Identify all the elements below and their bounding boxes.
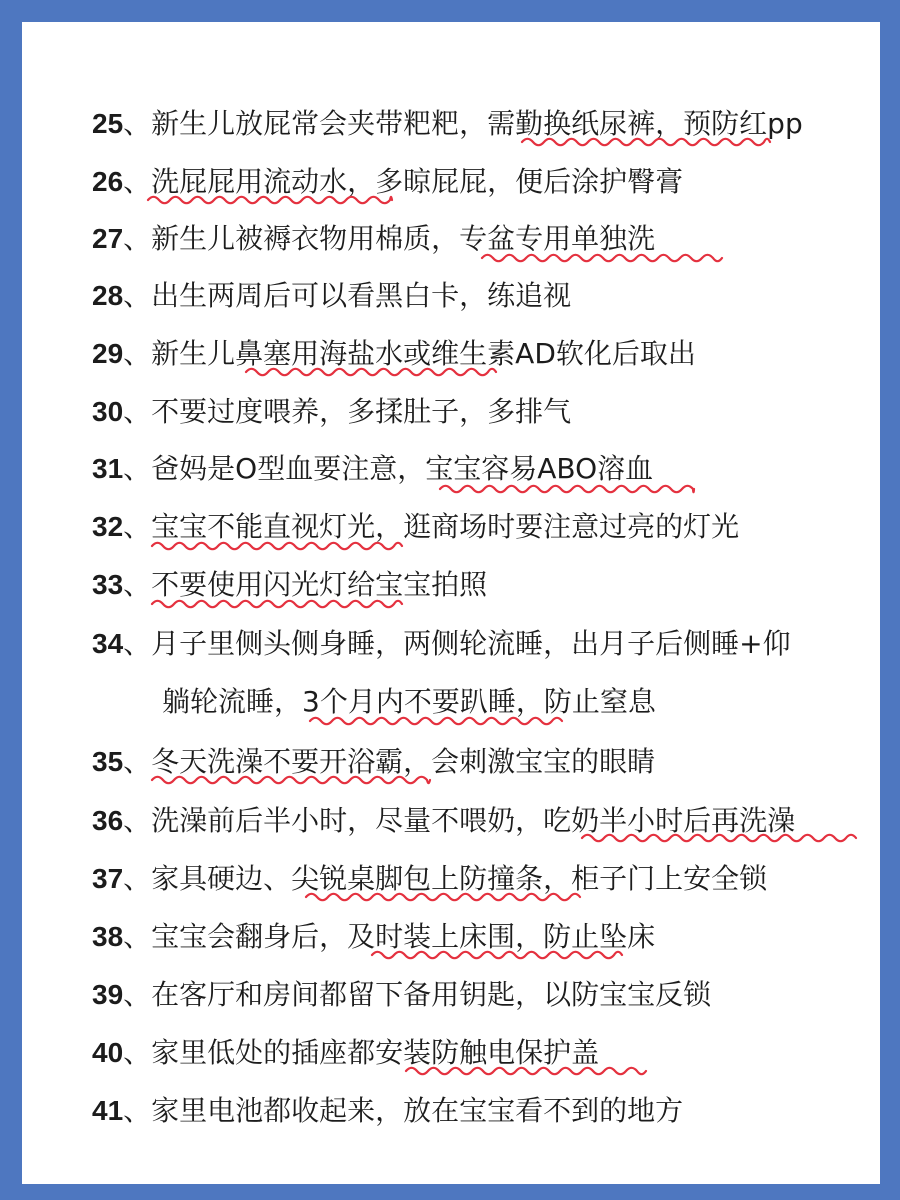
item-separator: 、 (123, 862, 152, 895)
list-item-31 (92, 451, 653, 487)
item-separator: 、 (123, 1036, 152, 1069)
item-number: 28 (92, 280, 124, 311)
item-number: 41 (92, 1095, 124, 1126)
item-text: 不要使用闪光灯给宝宝拍照 (151, 568, 488, 601)
item-text: 不要过度喂养，多揉肚子，多排气 (151, 395, 572, 428)
item-separator: 、 (123, 978, 152, 1011)
item-number: 32 (92, 511, 124, 542)
note-card (22, 22, 880, 1184)
item-separator: 、 (123, 804, 152, 837)
item-separator: 、 (123, 452, 152, 485)
item-separator: 、 (123, 337, 152, 370)
item-number: 31 (92, 453, 124, 484)
item-text: 洗屁屁用流动水，多晾屁屁，便后涂护臀膏 (151, 165, 684, 198)
item-text: 新生儿放屁常会夹带粑粑，需勤换纸尿裤，预防红pp (151, 107, 803, 140)
list-item-40 (92, 1035, 599, 1071)
item-separator: 、 (123, 510, 152, 543)
list-item-25 (92, 106, 803, 142)
item-separator: 、 (123, 745, 152, 778)
list-item-36 (92, 803, 795, 839)
list-item-34 (92, 626, 791, 662)
list-item-33 (92, 567, 487, 603)
list-item-28 (92, 278, 571, 314)
item-number: 29 (92, 338, 124, 369)
item-number: 34 (92, 628, 124, 659)
item-separator: 、 (123, 107, 152, 140)
list-item-26 (92, 164, 683, 200)
list-item-29 (92, 336, 696, 372)
item-separator: 、 (123, 920, 152, 953)
item-number: 27 (92, 223, 124, 254)
item-text: 家里低处的插座都安装防触电保护盖 (151, 1036, 600, 1069)
list-item-41 (92, 1093, 683, 1129)
item-number: 38 (92, 921, 124, 952)
item-text: 洗澡前后半小时，尽量不喂奶，吃奶半小时后再洗澡 (151, 804, 796, 837)
item-text: 在客厅和房间都留下备用钥匙，以防宝宝反锁 (151, 978, 712, 1011)
item-text: 爸妈是O型血要注意，宝宝容易ABO溶血 (151, 452, 654, 485)
item-text: 躺轮流睡，3个月内不要趴睡，防止窒息 (162, 685, 656, 718)
item-text: 宝宝会翻身后，及时装上床围，防止坠床 (151, 920, 656, 953)
item-number: 26 (92, 166, 124, 197)
item-number: 30 (92, 396, 124, 427)
item-separator: 、 (123, 568, 152, 601)
item-text: 新生儿鼻塞用海盐水或维生素AD软化后取出 (151, 337, 696, 370)
list-item-32 (92, 509, 739, 545)
item-separator: 、 (123, 165, 152, 198)
item-text: 宝宝不能直视灯光，逛商场时要注意过亮的灯光 (151, 510, 740, 543)
item-number: 35 (92, 746, 124, 777)
item-number: 25 (92, 108, 124, 139)
item-text: 出生两周后可以看黑白卡，练追视 (151, 279, 572, 312)
list-item-37 (92, 861, 767, 897)
item-separator: 、 (123, 395, 152, 428)
item-number: 36 (92, 805, 124, 836)
item-number: 37 (92, 863, 124, 894)
list-item-30 (92, 394, 571, 430)
item-text: 月子里侧头侧身睡，两侧轮流睡，出月子后侧睡+仰 (151, 627, 791, 660)
item-number: 40 (92, 1037, 124, 1068)
item-number: 33 (92, 569, 124, 600)
item-number: 39 (92, 979, 124, 1010)
item-separator: 、 (123, 1094, 152, 1127)
list-item-38 (92, 919, 655, 955)
item-separator: 、 (123, 279, 152, 312)
list-item-27 (92, 221, 655, 257)
list-item-35 (92, 744, 655, 780)
list-item-34-continued (162, 684, 656, 720)
item-separator: 、 (123, 222, 152, 255)
item-text: 家里电池都收起来，放在宝宝看不到的地方 (151, 1094, 684, 1127)
item-text: 家具硬边、尖锐桌脚包上防撞条，柜子门上安全锁 (151, 862, 768, 895)
item-separator: 、 (123, 627, 152, 660)
list-item-39 (92, 977, 711, 1013)
item-text: 冬天洗澡不要开浴霸，会刺激宝宝的眼睛 (151, 745, 656, 778)
item-text: 新生儿被褥衣物用棉质，专盆专用单独洗 (151, 222, 656, 255)
